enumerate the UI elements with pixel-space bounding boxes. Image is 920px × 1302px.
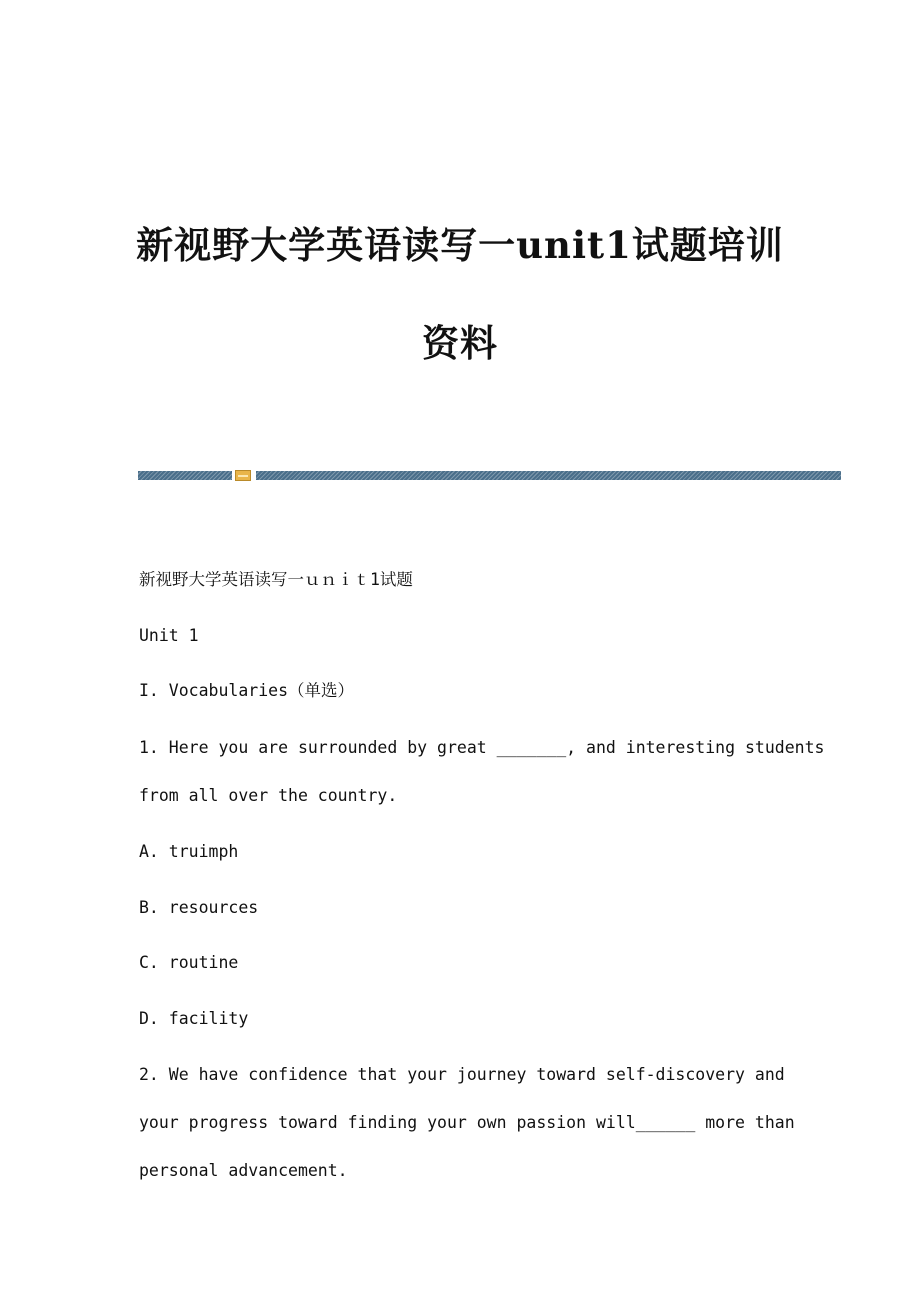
document-title-line-2: 资料 — [422, 321, 498, 365]
question-1-option-c: C. routine — [139, 953, 239, 972]
document-subtitle: 新视野大学英语读写一ｕｎｉｔ1试题 — [139, 570, 413, 589]
document-title-line-1: 新视野大学英语读写一unit1试题培训 — [136, 223, 784, 267]
decorative-divider — [138, 469, 841, 483]
question-1-option-a: A. truimph — [139, 842, 239, 861]
question-1-option-b: B. resources — [139, 898, 259, 917]
divider-ornament-icon — [235, 470, 251, 481]
divider-bar-right — [256, 471, 841, 480]
question-1-text-line-1: 1. Here you are surrounded by great _______, and interesting students — [139, 738, 825, 757]
question-2-text-line-3: personal advancement. — [139, 1161, 348, 1180]
divider-bar-left — [138, 471, 232, 480]
question-2-text-line-1: 2. We have confidence that your journey toward self-discovery and — [139, 1065, 785, 1084]
section-heading: I. Vocabularies（单选） — [139, 681, 355, 700]
question-1-option-d: D. facility — [139, 1009, 249, 1028]
question-2-text-line-2: your progress toward finding your own passion will______ more than — [139, 1113, 795, 1132]
question-1-text-line-2: from all over the country. — [139, 786, 398, 805]
unit-heading: Unit 1 — [139, 626, 199, 645]
